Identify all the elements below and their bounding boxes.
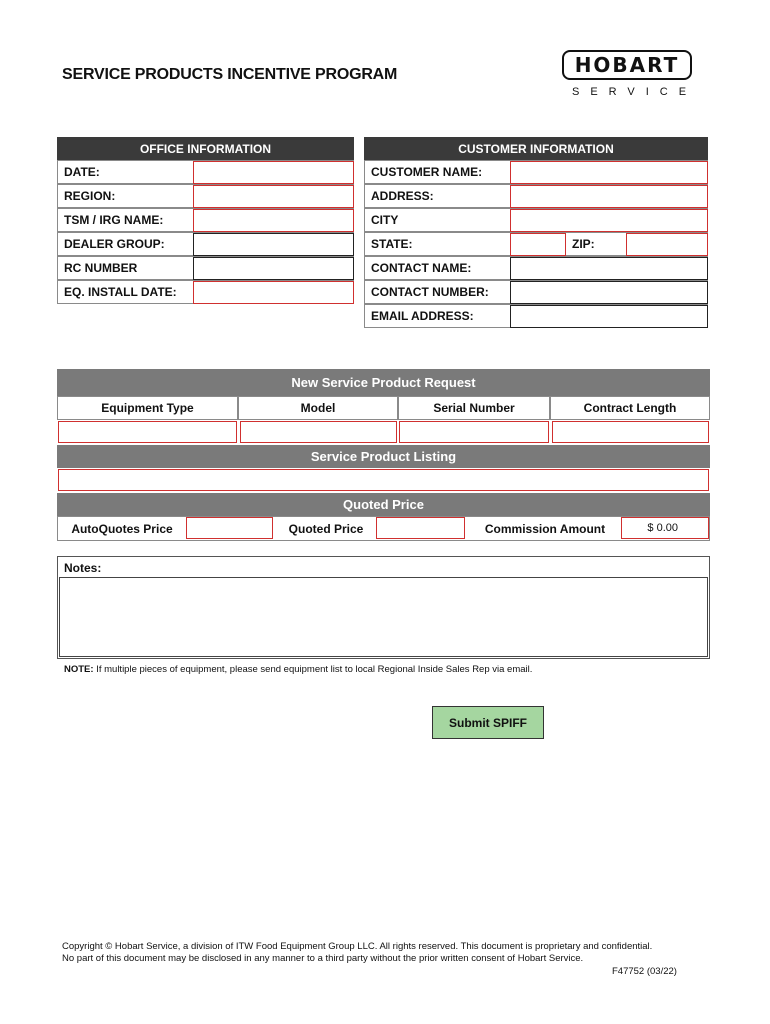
rc-number-label: RC NUMBER [57,256,354,280]
contact-number-label: CONTACT NUMBER: [364,280,708,304]
copyright-line-1: Copyright © Hobart Service, a division of ITW Food Equipment Group LLC. All rights reserved. This document is proprietary and confidential. [62,941,653,952]
tsm-name-field[interactable] [193,209,354,232]
date-field[interactable] [193,161,354,184]
commission-amount-label: Commission Amount [484,521,606,536]
customer-name-label: CUSTOMER NAME: [364,160,708,184]
autoquotes-price-label: AutoQuotes Price [71,521,173,536]
col-contract-length: Contract Length [550,396,710,420]
address-label: ADDRESS: [364,184,708,208]
zip-label: ZIP: [572,237,595,251]
request-header: New Service Product Request [57,369,710,396]
contact-name-field[interactable] [510,257,708,280]
customer-info-header: CUSTOMER INFORMATION [364,137,708,160]
contact-number-field[interactable] [510,281,708,304]
rc-number-field[interactable] [193,257,354,280]
email-address-field[interactable] [510,305,708,328]
col-model: Model [238,396,398,420]
note-bold: NOTE: [64,664,94,675]
submit-spiff-button[interactable]: Submit SPIFF [432,706,544,739]
model-field[interactable] [240,421,397,443]
zip-field[interactable] [626,233,708,256]
city-field[interactable] [510,209,708,232]
listing-header: Service Product Listing [57,445,710,468]
quoted-price-label: Quoted Price [288,521,364,536]
email-address-label: EMAIL ADDRESS: [364,304,708,328]
install-date-label: EQ. INSTALL DATE: [57,280,354,304]
note-body: If multiple pieces of equipment, please send equipment list to local Regional Inside Sales Rep via email. [93,664,533,675]
state-label: STATE: [364,232,708,256]
install-date-field[interactable] [193,281,354,304]
address-field[interactable] [510,185,708,208]
col-equipment-type: Equipment Type [57,396,238,420]
form-number: F47752 (03/22) [612,966,677,977]
copyright-text [62,941,702,965]
region-label: REGION: [57,184,354,208]
hobart-logo [558,50,698,102]
dealer-group-label: DEALER GROUP: [57,232,354,256]
quoted-price-header: Quoted Price [57,493,710,516]
date-label: DATE: [57,160,354,184]
contract-length-field[interactable] [552,421,709,443]
copyright-line-2: No part of this document may be disclosed in any manner to a third party without the prior written consent of Hobart Service. [62,953,584,964]
region-field[interactable] [193,185,354,208]
contact-name-label: CONTACT NAME: [364,256,708,280]
city-label: CITY [364,208,708,232]
page-title: SERVICE PRODUCTS INCENTIVE PROGRAM [62,66,398,83]
col-serial-number: Serial Number [398,396,550,420]
service-product-listing-field[interactable] [58,469,709,491]
commission-amount-field[interactable]: $ 0.00 [621,517,709,539]
dealer-group-field[interactable] [193,233,354,256]
tsm-label: TSM / IRG NAME: [57,208,354,232]
state-field[interactable] [510,233,566,256]
logo-wordmark: HOBART [562,50,692,80]
office-info-header: OFFICE INFORMATION [57,137,354,160]
notes-label: Notes: [64,561,102,575]
quoted-price-field[interactable] [376,517,465,539]
equipment-type-field[interactable] [58,421,237,443]
autoquotes-price-field[interactable] [186,517,273,539]
note-text [64,664,704,675]
serial-number-field[interactable] [399,421,549,443]
customer-name-field[interactable] [510,161,708,184]
notes-textarea[interactable] [59,577,708,657]
logo-subtitle: SERVICE [572,86,698,98]
